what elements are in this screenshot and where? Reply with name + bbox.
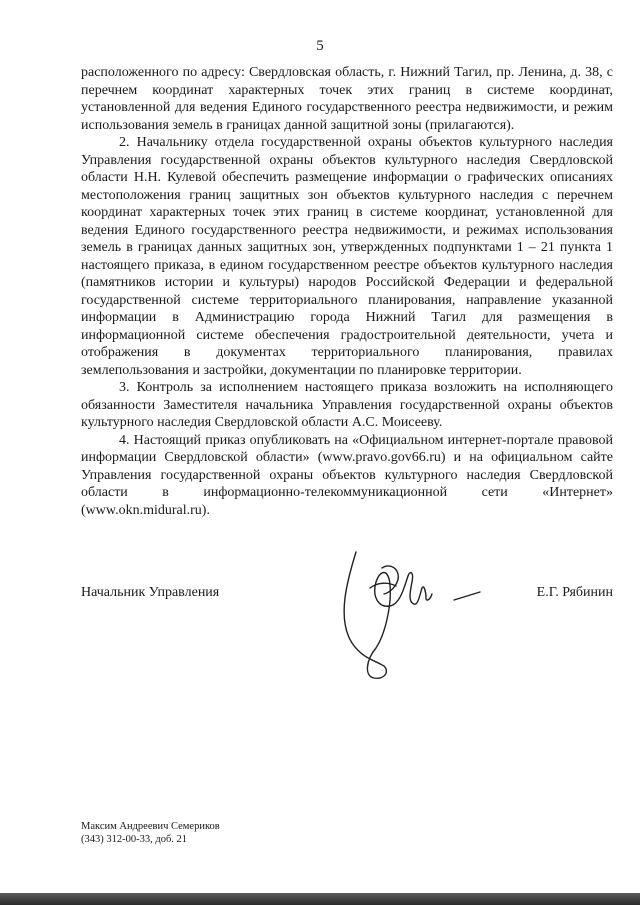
handwritten-signature <box>318 548 488 688</box>
document-body <box>81 64 613 519</box>
executor-name: Максим Андреевич Семериков <box>81 821 220 832</box>
paragraph-item-3: 3. Контроль за исполнением настоящего приказа возложить на исполняющего обязанности Заместителя начальника Управления государственной охраны объектов культурного наследия Свердловской области А.С. Моисееву. <box>81 380 613 430</box>
paragraph-item-4: 4. Настоящий приказ опубликовать на «Официальном интернет-портале правовой информации Свердловской области» (www.pravo.gov66.ru) и на официальном сайте Управления государственной охраны объектов культурного наследия Свердловской области в информационно-телекоммуникационной сети «Интернет» (www.okn.midural.ru). <box>81 432 613 518</box>
signer-position: Начальник Управления <box>81 585 220 600</box>
page-number: 5 <box>316 38 324 54</box>
executor-contact <box>81 820 381 846</box>
signer-name: Е.Г. Рябинин <box>536 585 613 600</box>
scan-bottom-edge <box>0 893 640 905</box>
executor-phone: (343) 312-00-33, доб. 21 <box>81 834 188 845</box>
paragraph-item-2: 2. Начальнику отдела государственной охраны объектов культурного наследия Управления государственной охраны объектов культурного наследия Свердловской области Н.Н. Кулевой обеспечить размещение информации о графических описаниях местоположения границ защитных зон объектов культурного наследия с перечнем координат характерных точек этих границ в системе координат, установленной для ведения Единого государственного реестра недвижимости, и режимах использования земель в границах данных защитных зон, утвержденных подпунктами 1 – 21 пункта 1 настоящего приказа, в едином государственном реестре объектов культурного наследия (памятников истории и культуры) народов Российской Федерации и федеральной государственной системе территориального планирования, направление указанной информации в Администрацию города Нижний Тагил для размещения в информационной системе обеспечения градостроительной деятельности, учета и отображения в документах территориального планирования, правилах землепользования и застройки, документации по планировке территории. <box>81 135 613 378</box>
paragraph-continuation: расположенного по адресу: Свердловская область, г. Нижний Тагил, пр. Ленина, д. 38, с перечнем координат характерных точек этих границ в системе координат, установленной для ведения Единого государственного реестра недвижимости, и режим использования земель в границах данной защитной зоны (прилагаются). <box>81 65 613 133</box>
signature-block <box>81 584 613 604</box>
